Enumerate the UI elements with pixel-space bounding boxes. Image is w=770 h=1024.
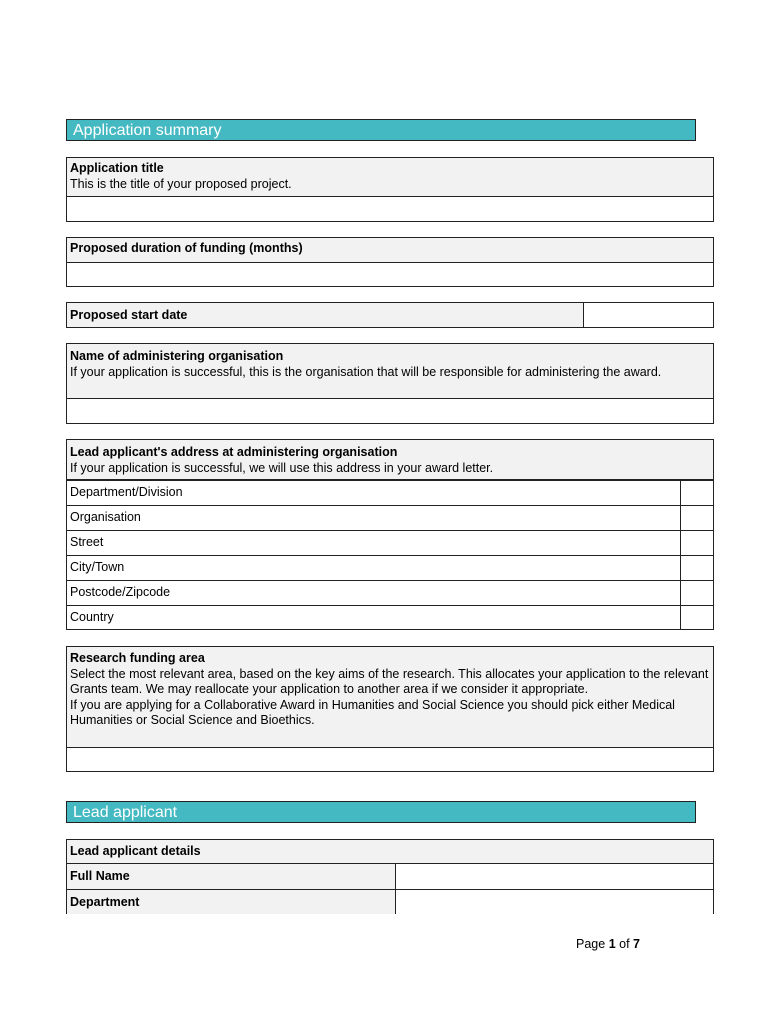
address-label: Lead applicant's address at administering organisation [70, 445, 398, 459]
full-name-label: Full Name [67, 864, 396, 889]
address-postcode-input[interactable] [680, 581, 713, 605]
address-street-input[interactable] [680, 531, 713, 555]
organisation-box [66, 343, 714, 424]
lead-row-full-name [67, 864, 713, 889]
funding-area-box [66, 646, 714, 772]
address-row-city [67, 555, 713, 580]
duration-input[interactable] [67, 263, 713, 286]
address-row-department [67, 480, 713, 505]
organisation-header [67, 344, 713, 399]
start-date-box [66, 302, 714, 328]
address-city-input[interactable] [680, 556, 713, 580]
organisation-label: Name of administering organisation [70, 349, 284, 363]
duration-box [66, 237, 714, 287]
page-number [576, 937, 640, 951]
funding-area-input[interactable] [67, 748, 713, 771]
full-name-input[interactable] [396, 864, 713, 889]
application-title-box [66, 157, 714, 222]
section-header-lead-applicant: Lead applicant [66, 801, 696, 823]
section-header-application-summary: Application summary [66, 119, 696, 141]
address-row-postcode [67, 580, 713, 605]
organisation-input[interactable] [67, 399, 713, 423]
lead-details-box [66, 839, 714, 914]
address-row-country [67, 605, 713, 630]
total-pages: 7 [633, 937, 640, 951]
address-field-label: Department/Division [70, 485, 183, 499]
lead-details-label: Lead applicant details [70, 844, 201, 858]
address-field-label: Organisation [70, 510, 141, 524]
address-field-label: Street [70, 535, 104, 549]
funding-area-header [67, 647, 713, 748]
funding-area-description-1: Select the most relevant area, based on the key aims of the research. This allocates your application to the relevant Grants team. We may reallocate your application to another area if we consider it appropriate. [70, 666, 709, 696]
department-label: Department [67, 890, 396, 914]
organisation-description: If your application is successful, this is the organisation that will be responsible for administering the award. [70, 364, 662, 379]
address-box [66, 439, 714, 630]
address-department-input[interactable] [680, 481, 713, 505]
start-date-input[interactable] [584, 303, 713, 327]
start-date-label: Proposed start date [70, 308, 188, 322]
application-title-header [67, 158, 713, 197]
address-description: If your application is successful, we will use this address in your award letter. [70, 460, 494, 475]
address-country-input[interactable] [680, 606, 713, 630]
address-field-label: Country [70, 610, 114, 624]
lead-row-department [67, 889, 713, 914]
funding-area-description-2: If you are applying for a Collaborative Award in Humanities and Social Science you should pick either Medical Humanities or Social Science and Bioethics. [70, 697, 675, 727]
of-word: of [619, 937, 630, 951]
application-title-description: This is the title of your proposed project. [70, 176, 292, 191]
duration-header [67, 238, 713, 263]
application-title-label: Application title [70, 161, 164, 175]
page-word: Page [576, 937, 606, 951]
application-title-input[interactable] [67, 197, 713, 221]
address-field-label: Postcode/Zipcode [70, 585, 171, 599]
current-page: 1 [608, 937, 616, 951]
address-row-organisation [67, 505, 713, 530]
department-input[interactable] [396, 890, 713, 914]
address-field-label: City/Town [70, 560, 125, 574]
duration-label: Proposed duration of funding (months) [70, 241, 303, 255]
address-organisation-input[interactable] [680, 506, 713, 530]
lead-details-header [67, 840, 713, 864]
funding-area-label: Research funding area [70, 651, 205, 665]
start-date-header [67, 303, 584, 327]
address-row-street [67, 530, 713, 555]
address-header [67, 440, 713, 480]
